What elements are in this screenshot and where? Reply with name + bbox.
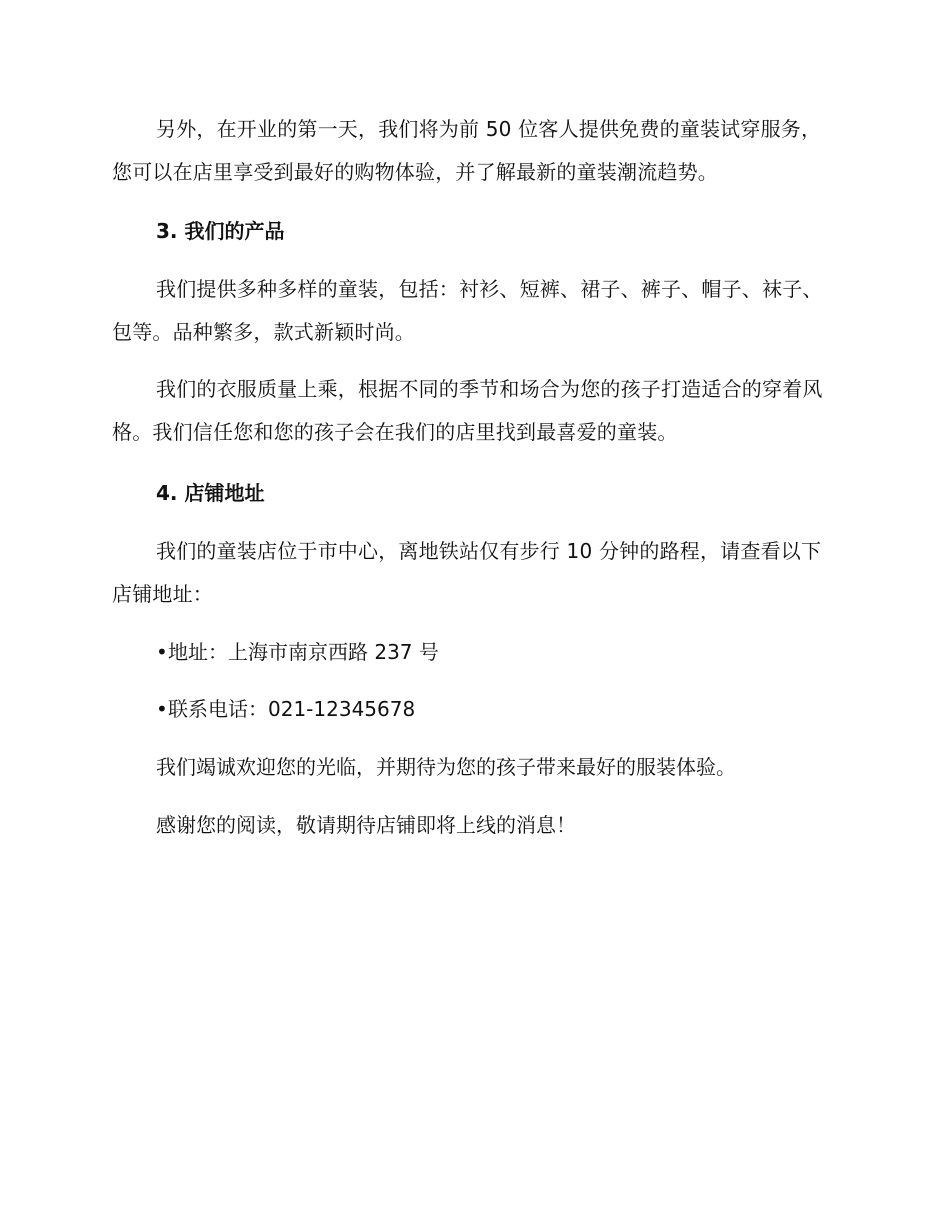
paragraph-location: 我们的童装店位于市中心，离地铁站仅有步行 10 分钟的路程，请查看以下店铺地址： [112, 539, 822, 606]
bullet-phone [156, 695, 415, 723]
bullet-address [156, 638, 439, 666]
section-heading-address: 4. 店铺地址 [156, 481, 265, 505]
paragraph-thanks: 感谢您的阅读，敬请期待店铺即将上线的消息！ [156, 813, 576, 837]
paragraph-opening-offer: 另外，在开业的第一天，我们将为前 50 位客人提供免费的童装试穿服务，您可以在店里享受到最好的购物体验，并了解最新的童装潮流趋势。 [112, 117, 822, 184]
paragraph-welcome: 我们竭诚欢迎您的光临，并期待为您的孩子带来最好的服装体验。 [156, 755, 736, 779]
bullet-phone-text: 联系电话：021-12345678 [168, 697, 416, 721]
paragraph-products-intro: 我们提供多种多样的童装，包括：衬衫、短裤、裙子、裤子、帽子、袜子、包等。品种繁多，款式新颖时尚。 [112, 277, 823, 344]
section-heading-products: 3. 我们的产品 [156, 219, 285, 243]
bullet-address-text: 地址：上海市南京西路 237 号 [168, 640, 439, 664]
bullet-marker: • [156, 640, 168, 664]
bullet-marker: • [156, 697, 168, 721]
paragraph-quality: 我们的衣服质量上乘，根据不同的季节和场合为您的孩子打造适合的穿着风格。我们信任您和您的孩子会在我们的店里找到最喜爱的童装。 [112, 377, 823, 444]
